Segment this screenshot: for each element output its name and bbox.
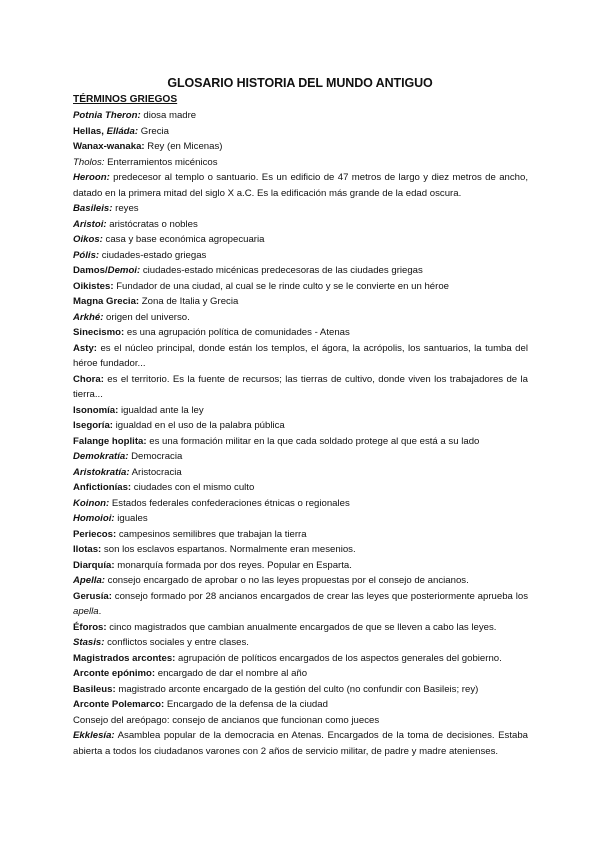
glossary-definition: Fundador de una ciudad, al cual se le rinde culto y se le convierte en un héroe <box>113 280 449 292</box>
glossary-term-italic: apella <box>73 606 99 617</box>
glossary-entry <box>73 620 528 636</box>
glossary-entry <box>73 124 528 140</box>
glossary-definition: cinco magistrados que cambian anualmente encargados de que se lleven a cabo las leyes. <box>106 621 497 633</box>
glossary-definition: Encargado de la defensa de la ciudad <box>164 699 328 710</box>
glossary-term: Arkhé: <box>73 311 104 323</box>
glossary-term: Elláda: <box>106 125 139 137</box>
glossary-definition: reyes <box>112 203 139 214</box>
glossary-term: Arconte Polemarco: <box>73 699 165 710</box>
glossary-definition: consejo formado por 28 ancianos encargados de crear las leyes que posteriormente aprueba los <box>111 590 528 602</box>
glossary-term: Anfictionías: <box>73 482 132 493</box>
glossary-definition: casa y base económica agropecuaria <box>102 234 265 245</box>
glossary-entry <box>73 527 528 543</box>
glossary-entry <box>73 310 528 326</box>
glossary-entry <box>73 558 528 574</box>
glossary-entry <box>73 294 528 310</box>
glossary-definition: es el núcleo principal, donde están los templos, el ágora, la acrópolis, los santuarios, la tumba del héroe fundador... <box>73 342 528 369</box>
glossary-entry <box>73 465 528 481</box>
glossary-definition: Zona de Italia y Grecia <box>139 296 239 307</box>
glossary-definition: son los esclavos espartanos. Normalmente eran mesenios. <box>101 544 356 555</box>
glossary-term: Oikistes: <box>73 280 114 292</box>
glossary-definition: monarquía formada por dos reyes. Popular en Esparta. <box>114 559 352 571</box>
glossary-definition: Asamblea popular de la democracia en Atenas. Encargados de la toma de decisiones. Estaba abierta a todos los ciudadanos varones con 2 años de servicio militar, de padre y madre atenienses. <box>73 730 528 757</box>
glossary-entry <box>73 418 528 434</box>
glossary-term: Asty: <box>73 342 97 354</box>
glossary-definition: encargado de dar el nombre al año <box>155 668 308 679</box>
glossary-term: Wanax-wanaka: <box>73 141 145 152</box>
glossary-entry <box>73 651 528 667</box>
glossary-term: Gerusía: <box>73 590 112 602</box>
glossary-definition: campesinos semilibres que trabajan la tierra <box>116 528 307 540</box>
glossary-term: Pólis: <box>73 249 100 261</box>
glossary-entry <box>73 713 528 729</box>
glossary-definition: Aristocracia <box>129 466 182 478</box>
section-heading: TÉRMINOS GRIEGOS <box>73 94 178 105</box>
glossary-entry <box>73 248 528 264</box>
glossary-entry <box>73 542 528 558</box>
glossary-term: Magistrados arcontes: <box>73 652 176 664</box>
glossary-entry <box>73 232 528 248</box>
glossary-term: Chora: <box>73 373 104 385</box>
glossary-term: Arconte epónimo: <box>73 668 156 679</box>
glossary-term: Demoi: <box>107 265 141 276</box>
glossary-term: Koinon: <box>73 497 110 509</box>
glossary-entry <box>73 728 528 759</box>
glossary-term: Falange hoplita: <box>73 435 147 447</box>
glossary-term: Heroon: <box>73 172 110 183</box>
glossary-entry <box>73 263 528 279</box>
glossary-definition: Grecia <box>138 125 170 137</box>
glossary-definition: predecesor al templo o santuario. Es un edificio de 47 metros de largo y diez metros de ancho, datado en la primera mitad del siglo X a.C. Es la edificación más grande de la edad oscura. <box>73 172 528 199</box>
glossary-definition: ciudades-estado micénicas predecesoras de las ciudades griegas <box>140 265 423 276</box>
glossary-definition: agrupación de políticos encargados de los aspectos generales del gobierno. <box>175 652 502 664</box>
glossary-definition: diosa madre <box>140 110 197 121</box>
glossary-term: Ekklesía: <box>73 730 115 741</box>
glossary-definition: Enterramientos micénicos <box>104 156 218 168</box>
glossary-definition: Estados federales confederaciones étnicas o regionales <box>109 497 350 509</box>
glossary-entry <box>73 449 528 465</box>
document-title: GLOSARIO HISTORIA DEL MUNDO ANTIGUO <box>167 76 433 90</box>
glossary-term: Basileis: <box>73 203 113 214</box>
glossary-entry <box>73 108 528 124</box>
glossary-term: Isonomía: <box>73 404 119 416</box>
glossary-term: Ilotas: <box>73 544 102 555</box>
glossary-entry <box>73 434 528 450</box>
glossary-entry <box>73 589 528 620</box>
glossary-definition: consejo encargado de aprobar o no las leyes propuestas por el consejo de ancianos. <box>105 575 469 586</box>
glossary-entry <box>73 325 528 341</box>
glossary-definition: magistrado arconte encargado de la gestión del culto (no confundir con Basileis; rey) <box>115 683 479 695</box>
glossary-term: Basileus: <box>73 683 116 695</box>
glossary-definition: conflictos sociales y entre clases. <box>104 637 249 648</box>
glossary-definition: iguales <box>114 513 148 524</box>
glossary-term: Apella: <box>73 575 105 586</box>
glossary-entry <box>73 480 528 496</box>
glossary-definition: es el territorio. Es la fuente de recursos; las tierras de cultivo, donde viven los trabajadores de la tierra... <box>73 373 528 400</box>
glossary-entry <box>73 403 528 419</box>
glossary-entry <box>73 139 528 155</box>
glossary-entry <box>73 511 528 527</box>
glossary-term: Potnia Theron: <box>73 110 141 121</box>
glossary-term: Stasis: <box>73 637 105 648</box>
glossary-term: Hellas, <box>73 125 104 137</box>
glossary-entry <box>73 155 528 171</box>
glossary-term: Isegoría: <box>73 420 113 431</box>
glossary-entry <box>73 666 528 682</box>
glossary-term-italic: Tholos: <box>73 156 105 168</box>
glossary-definition: igualdad ante la ley <box>118 404 204 416</box>
glossary-term: Periecos: <box>73 528 117 540</box>
glossary-definition: Rey (en Micenas) <box>144 141 223 152</box>
glossary-term: Damos/ <box>73 265 108 276</box>
glossary-definition: aristócratas o nobles <box>106 218 198 230</box>
glossary-entry <box>73 341 528 372</box>
glossary-term: Oikos: <box>73 234 103 245</box>
glossary-entry <box>73 635 528 651</box>
glossary-definition: ciudades-estado griegas <box>99 249 207 261</box>
glossary-term: Aristokratía: <box>73 466 130 478</box>
glossary-entry <box>73 170 528 201</box>
glossary-definition: es una formación militar en la que cada soldado protege al que está a su lado <box>146 435 480 447</box>
glossary-definition: ciudades con el mismo culto <box>131 482 255 493</box>
glossary-definition: . <box>98 606 102 617</box>
glossary-definition: igualdad en el uso de la palabra pública <box>113 420 285 431</box>
glossary-term: Éforos: <box>73 621 107 633</box>
glossary-entry <box>73 279 528 295</box>
glossary-term: Demokratía: <box>73 451 129 462</box>
glossary-definition: Democracia <box>128 451 183 462</box>
glossary-entry <box>73 573 528 589</box>
glossary-entry <box>73 201 528 217</box>
glossary-definition: Consejo del areópago: consejo de ancianos que funcionan como jueces <box>73 714 380 726</box>
glossary-definition: origen del universo. <box>103 311 190 323</box>
glossary-entry <box>73 697 528 713</box>
glossary-term: Diarquía: <box>73 559 115 571</box>
glossary-term: Sinecismo: <box>73 327 125 338</box>
glossary-entry <box>73 217 528 233</box>
glossary-term: Homoioi: <box>73 513 115 524</box>
glossary-entry <box>73 372 528 403</box>
glossary-list <box>73 108 528 759</box>
glossary-entry <box>73 682 528 698</box>
glossary-definition: es una agrupación política de comunidades - Atenas <box>124 327 350 338</box>
glossary-entry <box>73 496 528 512</box>
glossary-term: Magna Grecia: <box>73 296 140 307</box>
glossary-term: Aristoi: <box>73 218 107 230</box>
